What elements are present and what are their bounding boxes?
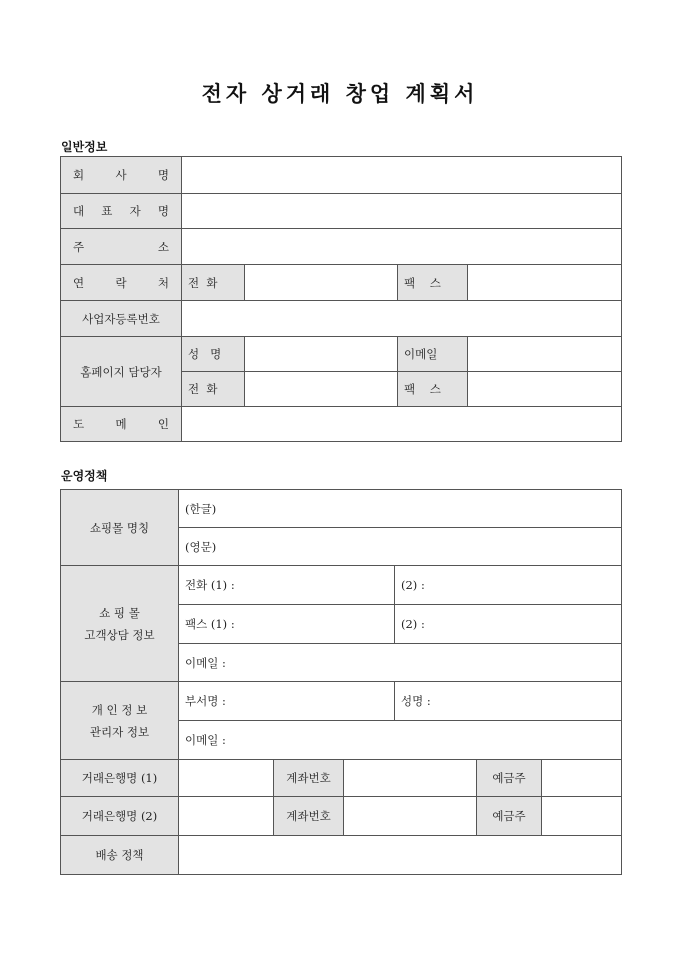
row-business-reg: [61, 301, 622, 337]
row-contact: [61, 265, 622, 301]
account2-field[interactable]: [344, 797, 477, 836]
label-bank1: 거래은행명 (1): [61, 760, 179, 797]
cs-fax2-field[interactable]: (2) :: [395, 605, 622, 644]
shipping-field[interactable]: [179, 836, 622, 875]
cs-email-field[interactable]: 이메일 :: [179, 644, 622, 682]
operation-policy-table: [60, 489, 622, 875]
section-title-general: 일반정보: [61, 140, 108, 154]
label-address: 주 소: [61, 229, 182, 265]
label-hp-name: 성 명: [182, 337, 245, 372]
row-bank1: [61, 760, 622, 797]
label-contact-fax: 팩 스: [398, 265, 468, 301]
hp-email-field[interactable]: [468, 337, 622, 372]
row-ceo: [61, 194, 622, 229]
section-title-operation: 운영정책: [61, 469, 108, 483]
label-hp-fax: 팩 스: [398, 372, 468, 407]
label-contact: 연 락 처: [61, 265, 182, 301]
label-shipping: 배송 정책: [61, 836, 179, 875]
row-company-name: [61, 157, 622, 194]
holder2-field[interactable]: [542, 797, 622, 836]
row-homepage-manager-1: [61, 337, 622, 372]
label-homepage-manager: 홈페이지 담당자: [61, 337, 182, 407]
general-info-table: [60, 156, 622, 442]
label-company-name: 회 사 명: [61, 157, 182, 194]
privacy-name-field[interactable]: 성명 :: [395, 682, 622, 721]
holder1-field[interactable]: [542, 760, 622, 797]
row-shipping: [61, 836, 622, 875]
row-mall-name-korean: [61, 490, 622, 528]
cs-phone1-field[interactable]: 전화 (1) :: [179, 566, 395, 605]
privacy-email-field[interactable]: 이메일 :: [179, 721, 622, 760]
label-ceo: 대 표 자 명: [61, 194, 182, 229]
bank2-field[interactable]: [179, 797, 274, 836]
bank1-field[interactable]: [179, 760, 274, 797]
label-account2: 계좌번호: [274, 797, 344, 836]
label-hp-phone: 전 화: [182, 372, 245, 407]
account1-field[interactable]: [344, 760, 477, 797]
ceo-field[interactable]: [182, 194, 622, 229]
cs-phone2-field[interactable]: (2) :: [395, 566, 622, 605]
label-holder1: 예금주: [477, 760, 542, 797]
business-reg-field[interactable]: [182, 301, 622, 337]
address-field[interactable]: [182, 229, 622, 265]
hp-phone-field[interactable]: [245, 372, 398, 407]
privacy-dept-field[interactable]: 부서명 :: [179, 682, 395, 721]
page-title: 전자 상거래 창업 계획서: [201, 81, 479, 106]
hp-name-field[interactable]: [245, 337, 398, 372]
contact-phone-field[interactable]: [245, 265, 398, 301]
label-business-reg: 사업자등록번호: [61, 301, 182, 337]
row-domain: [61, 407, 622, 442]
label-contact-phone: 전 화: [182, 265, 245, 301]
label-bank2: 거래은행명 (2): [61, 797, 179, 836]
domain-field[interactable]: [182, 407, 622, 442]
mall-name-korean-field[interactable]: (한글): [179, 490, 622, 528]
label-domain: 도 메 인: [61, 407, 182, 442]
row-cs-phone: [61, 566, 622, 605]
contact-fax-field[interactable]: [468, 265, 622, 301]
cs-fax1-field[interactable]: 팩스 (1) :: [179, 605, 395, 644]
label-hp-email: 이메일: [398, 337, 468, 372]
label-privacy-manager: 개 인 정 보 관리자 정보: [61, 682, 179, 760]
company-name-field[interactable]: [182, 157, 622, 194]
row-bank2: [61, 797, 622, 836]
row-address: [61, 229, 622, 265]
label-account1: 계좌번호: [274, 760, 344, 797]
label-customer-service: 쇼 핑 몰 고객상담 정보: [61, 566, 179, 682]
label-holder2: 예금주: [477, 797, 542, 836]
label-mall-name: 쇼핑몰 명칭: [61, 490, 179, 566]
mall-name-english-field[interactable]: (영문): [179, 528, 622, 566]
row-privacy-dept: [61, 682, 622, 721]
hp-fax-field[interactable]: [468, 372, 622, 407]
